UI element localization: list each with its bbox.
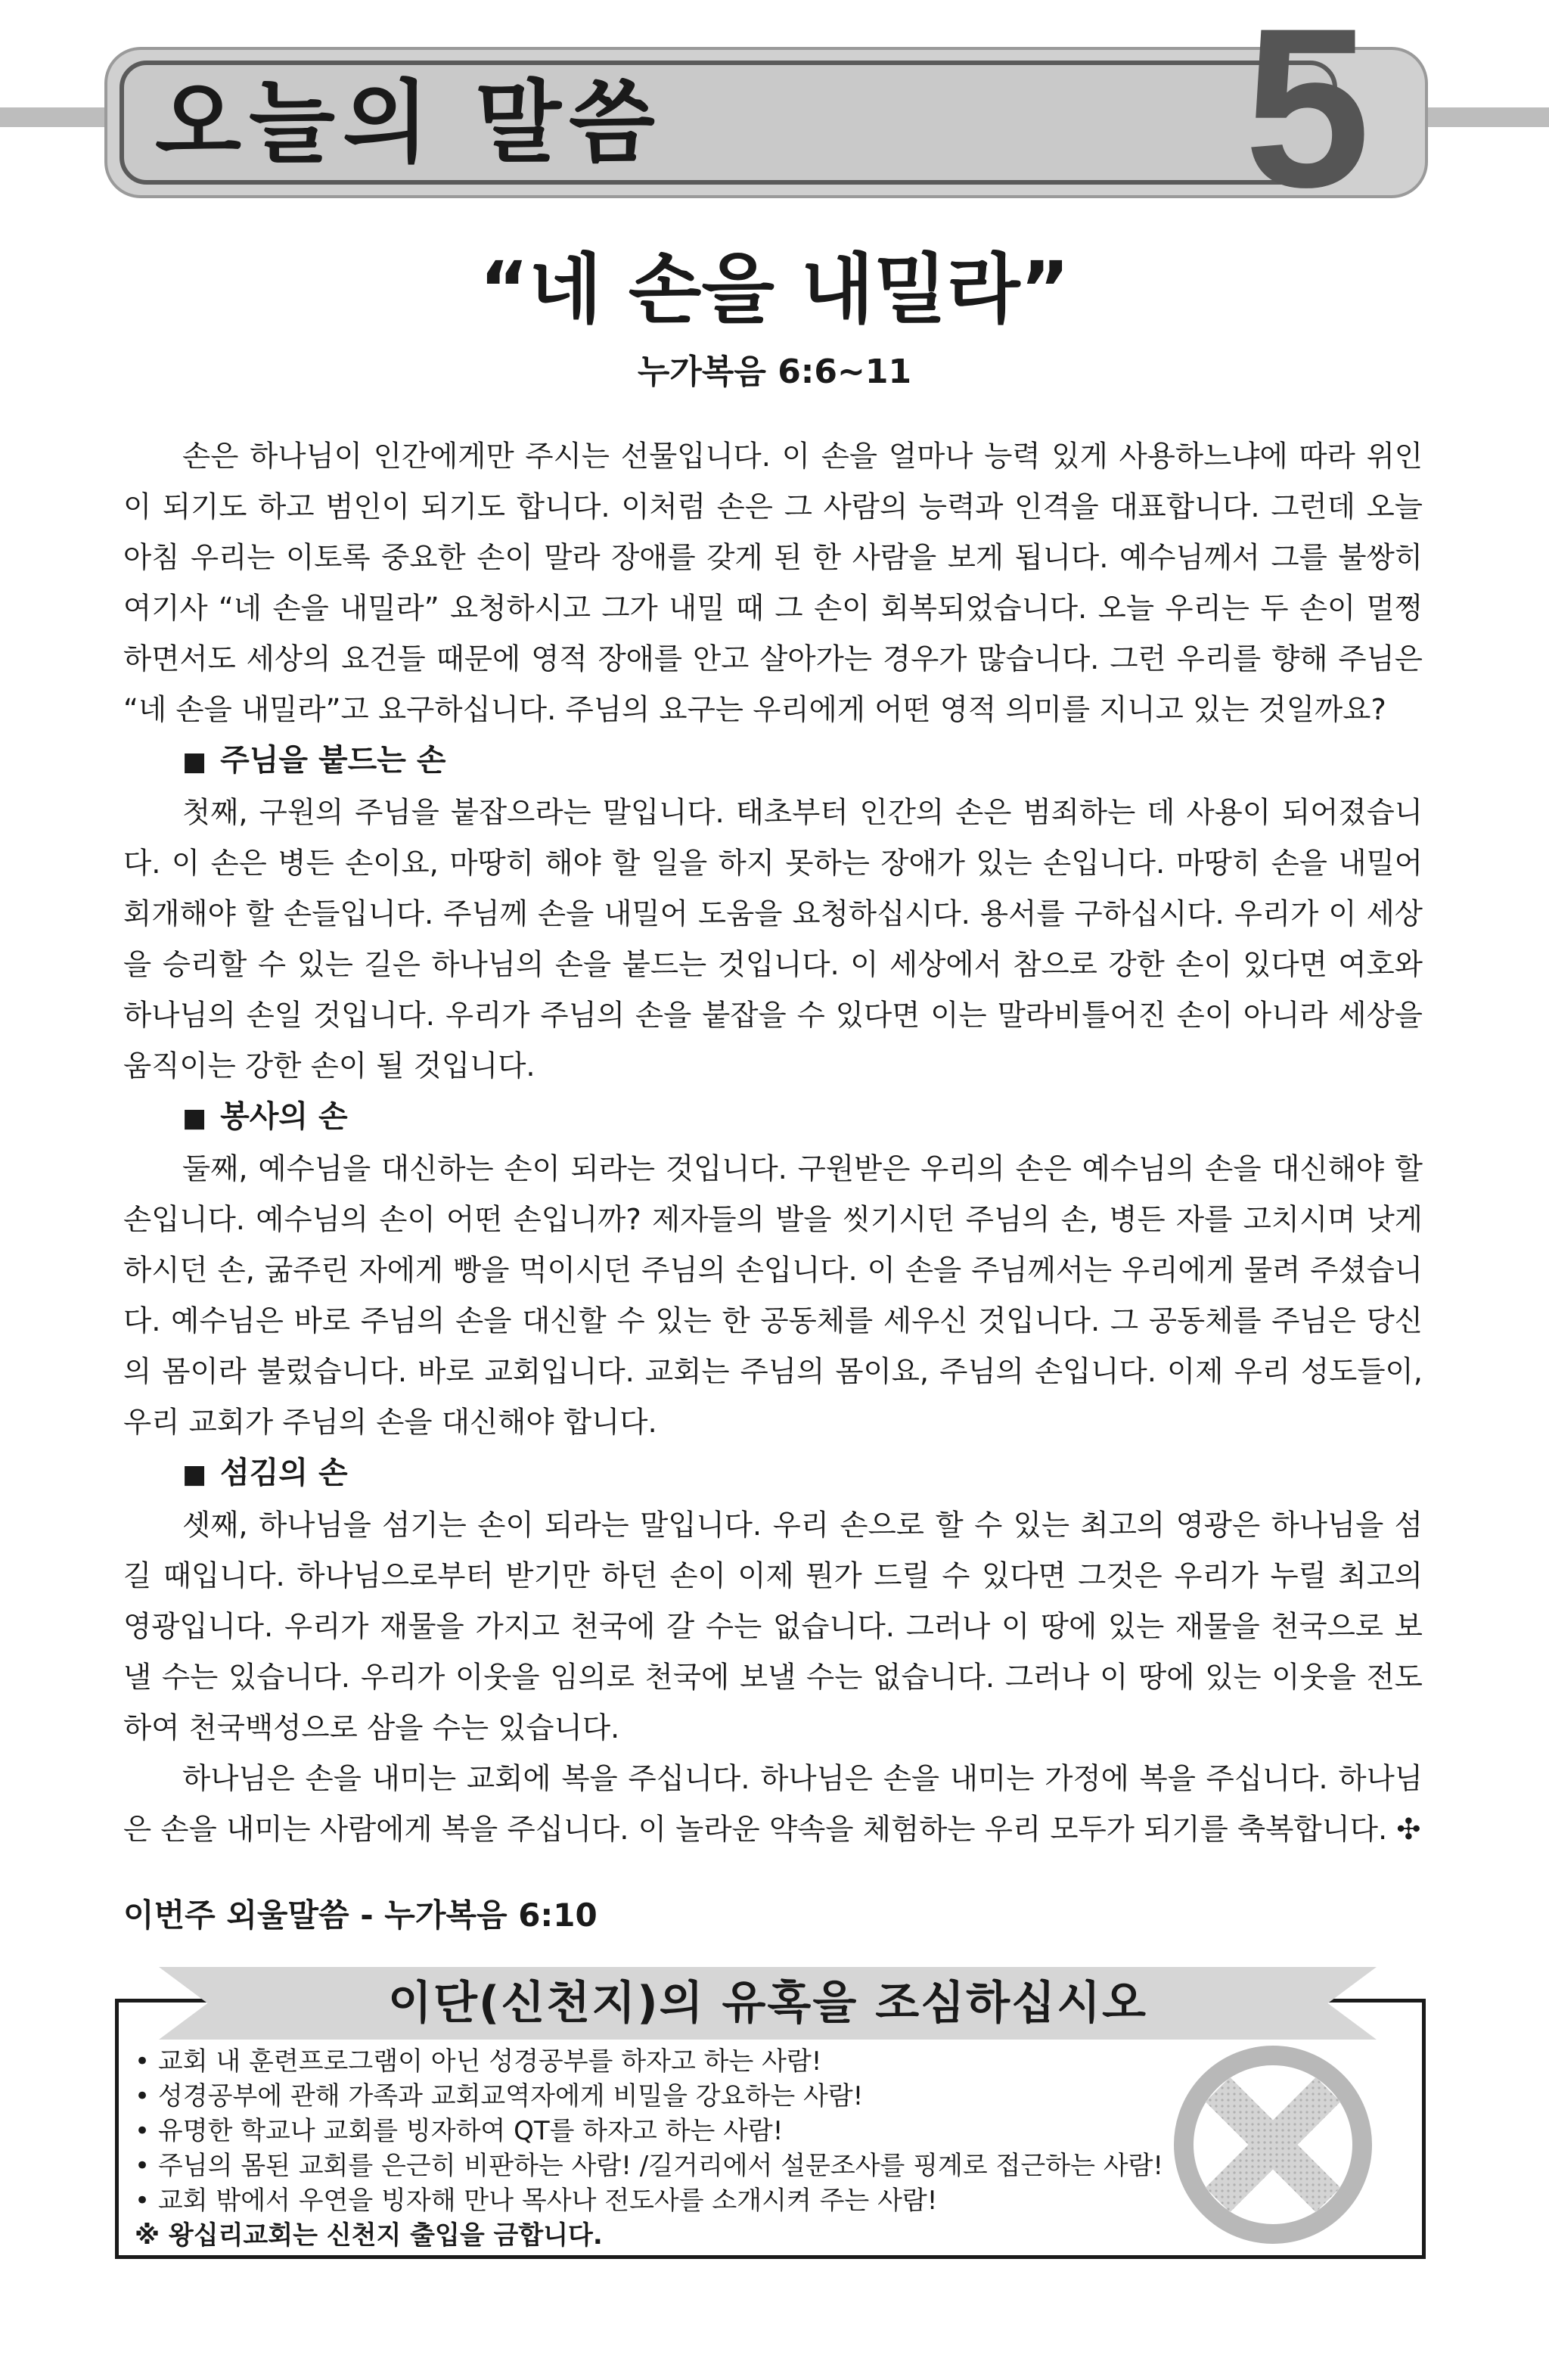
- warning-list: [135, 2044, 1405, 2218]
- warning-item: • 유명한 학교나 교회를 빙자하여 QT를 하자고 하는 사람!: [135, 2114, 1405, 2149]
- scripture-reference: 누가복음 6:6~11: [637, 353, 912, 391]
- closing-paragraph: [123, 1754, 1423, 1855]
- warning-item: • 성경공부에 관해 가족과 교회교역자에게 비밀을 강요하는 사람!: [135, 2079, 1405, 2114]
- section-heading-text: 주님을 붙드는 손: [220, 743, 446, 778]
- square-bullet-icon: ■: [182, 1459, 207, 1490]
- section-paragraph: 둘째, 예수님을 대신하는 손이 되라는 것입니다. 구원받은 우리의 손은 예수님의 손을 대신해야 할 손입니다. 예수님의 손이 어떤 손입니까? 제자들의 발을 씻기시던 주님의 손, 병든 자를 고치시며 낫게 하시던 손, 굶주린 자에게 빵을 먹이시던 주님의 손입니다. 이 손을 주님께서는 우리에게 물려 주셨습니다. 예수님은 바로 주님의 손을 대신할 수 있는 한 공동체를 세우신 것입니다. 그 공동체를 주님은 당신의 몸이라 불렀습니다. 바로 교회입니다. 교회는 주님의 몸이요, 주님의 손입니다. 이제 우리 성도들이, 우리 교회가 주님의 손을 대신해야 합니다.: [123, 1152, 1423, 1440]
- page-number: 5: [1244, 0, 1371, 235]
- square-bullet-icon: ■: [182, 747, 207, 777]
- header-title: 오늘의 말씀: [155, 70, 663, 175]
- closing-text: 하나님은 손을 내미는 교회에 복을 주십니다. 하나님은 손을 내미는 가정에 복을 주십니다. 하나님은 손을 내미는 사람에게 복을 주십니다. 이 놀라운 약속을 체험하는 우리 모두가 되기를 축복합니다.: [123, 1762, 1423, 1847]
- section-heading-text: 섬김의 손: [220, 1456, 348, 1490]
- sermon-body: [123, 431, 1423, 1855]
- sermon-title: “네 손을 내밀라”: [479, 245, 1070, 334]
- warning-note: ※ 왕십리교회는 신천지 출입을 금합니다.: [135, 2220, 603, 2251]
- section-heading: [123, 1092, 1423, 1144]
- section-heading: [123, 735, 1423, 788]
- section-paragraph: 셋째, 하나님을 섬기는 손이 되라는 말입니다. 우리 손으로 할 수 있는 최고의 영광은 하나님을 섬길 때입니다. 하나님으로부터 받기만 하던 손이 이제 뭔가 드릴 수 있다면 그것은 우리가 누릴 최고의 영광입니다. 우리가 재물을 가지고 천국에 갈 수는 없습니다. 그러나 이 땅에 있는 재물을 천국으로 보낼 수는 있습니다. 우리가 이웃을 임의로 천국에 보낼 수는 없습니다. 그러나 이 땅에 있는 이웃을 전도하여 천국백성으로 삼을 수는 있습니다.: [123, 1508, 1423, 1745]
- end-mark-icon: ✣: [1396, 1813, 1421, 1847]
- warning-item: • 주님의 몸된 교회를 은근히 비판하는 사람! /길거리에서 설문조사를 핑계로 접근하는 사람!: [135, 2149, 1405, 2183]
- warning-item: • 교회 내 훈련프로그램이 아닌 성경공부를 하자고 하는 사람!: [135, 2044, 1405, 2079]
- square-bullet-icon: ■: [182, 1103, 207, 1133]
- memory-verse: 이번주 외울말씀 - 누가복음 6:10: [123, 1897, 598, 1934]
- section-paragraph: 첫째, 구원의 주님을 붙잡으라는 말입니다. 태초부터 인간의 손은 범죄하는 데 사용이 되어졌습니다. 이 손은 병든 손이요, 마땅히 해야 할 일을 하지 못하는 장애가 있는 손입니다. 마땅히 손을 내밀어 회개해야 할 손들입니다. 주님께 손을 내밀어 도움을 요청하십시다. 용서를 구하십시다. 우리가 이 세상을 승리할 수 있는 길은 하나님의 손을 붙드는 것입니다. 이 세상에서 참으로 강한 손이 있다면 여호와 하나님의 손일 것입니다. 우리가 주님의 손을 붙잡을 수 있다면 이는 말라비틀어진 손이 아니라 세상을 움직이는 강한 손이 될 것입니다.: [123, 796, 1423, 1083]
- intro-paragraph: 손은 하나님이 인간에게만 주시는 선물입니다. 이 손을 얼마나 능력 있게 사용하느냐에 따라 위인이 되기도 하고 범인이 되기도 합니다. 이처럼 손은 그 사람의 능력과 인격을 대표합니다. 그런데 오늘 아침 우리는 이토록 중요한 손이 말라 장애를 갖게 된 한 사람을 보게 됩니다. 예수님께서 그를 불쌍히 여기사 “네 손을 내밀라” 요청하시고 그가 내밀 때 그 손이 회복되었습니다. 오늘 우리는 두 손이 멀쩡하면서도 세상의 요건들 때문에 영적 장애를 안고 살아가는 경우가 많습니다. 그런 우리를 향해 주님은 “네 손을 내밀라”고 요구하십니다. 주님의 요구는 우리에게 어떤 영적 의미를 지니고 있는 것일까요?: [123, 440, 1423, 727]
- section-heading-text: 봉사의 손: [220, 1099, 348, 1134]
- warning-title: 이단(신천지)의 유혹을 조심하십시오: [387, 1977, 1148, 2030]
- section-heading: [123, 1448, 1423, 1500]
- warning-item: • 교회 밖에서 우연을 빙자해 만나 목사나 전도사를 소개시켜 주는 사람!: [135, 2183, 1405, 2218]
